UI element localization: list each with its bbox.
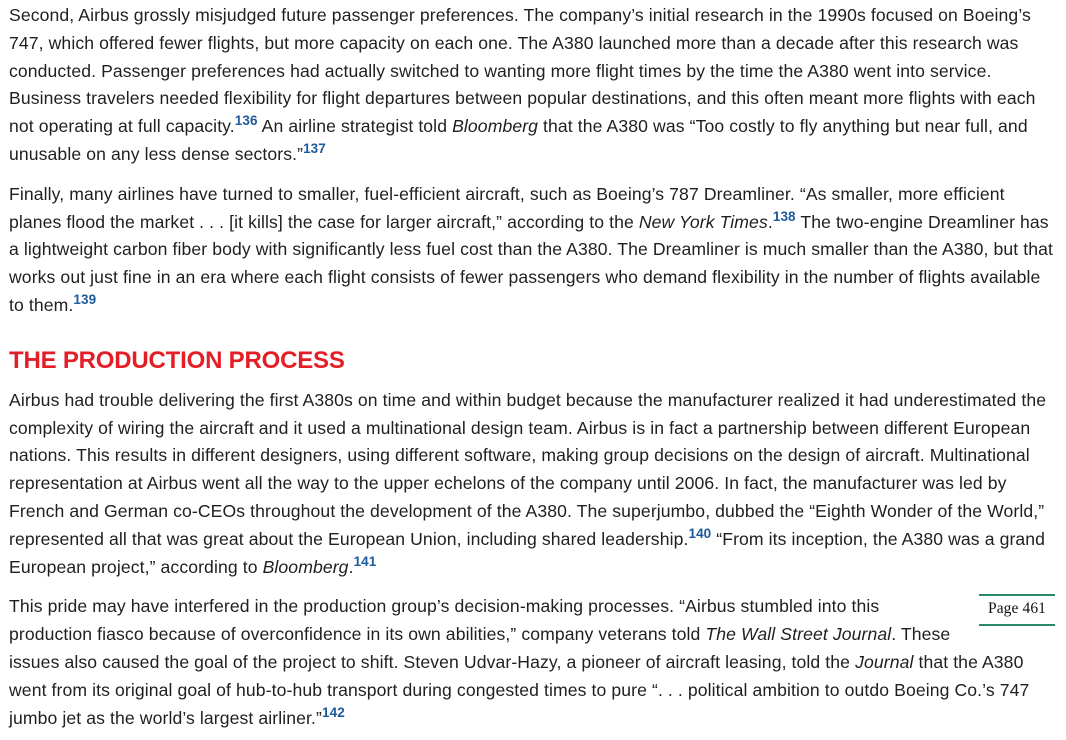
article-body <box>9 2 1059 732</box>
text: Airbus had trouble delivering the first A380s on time and within budget because the manufacturer realized it had underestimated the complexity of wiring the aircraft and it used a multinational design team. Airbus is in fact a partnership between different European nations. This results in different designers, using different software, making group decisions on the design of aircraft. Multinational representation at Airbus went all the way to the upper echelons of the company until 2006. In fact, the manufacturer was led by French and German co-CEOs throughout the development of the A380. The superjumbo, dubbed the “Eighth Wonder of the World,” represented all that was great about the European Union, including shared leadership. <box>9 389 1047 549</box>
page-marker: Page 461 <box>979 594 1055 626</box>
text: “From its inception, the A380 was a grand European project,” according to <box>9 528 1046 577</box>
footnote-ref-139[interactable]: 139 <box>73 291 97 307</box>
footnote-ref-136[interactable]: 136 <box>234 113 258 129</box>
paragraph-passenger-preferences <box>9 2 1059 169</box>
text: . <box>767 211 773 232</box>
footnote-ref-141[interactable]: 141 <box>353 553 377 569</box>
publication-name: Bloomberg <box>452 116 539 137</box>
text: This pride may have interfered in the production group’s decision-making processes. “Airbus stumbled into this production fiasco because of overconfidence in its own abilities,” company veterans told <box>9 596 880 645</box>
publication-name: Bloomberg <box>262 556 349 577</box>
section-heading: THE PRODUCTION PROCESS <box>9 346 345 374</box>
text: Second, Airbus grossly misjudged future passenger preferences. The company’s initial research in the 1990s focused on Boeing’s 747, which offered fewer flights, but more capacity on each one. The A380 launched more than a decade after this research was conducted. Passenger preferences had actually switched to wanting more flight times by the time the A380 went into service. Business travelers needed flexibility for flight departures between popular destinations, and this often meant more flights with each not operating at full capacity. <box>9 5 1036 137</box>
paragraph-pride <box>9 593 1059 732</box>
paragraph-smaller-aircraft <box>9 181 1059 320</box>
publication-name: The Wall Street Journal <box>705 624 892 645</box>
footnote-ref-140[interactable]: 140 <box>688 525 712 541</box>
text: that the A380 was “Too costly to fly anything but near full, and unusable on any less dense sectors.” <box>9 116 1028 164</box>
text: The two-engine Dreamliner has a lightweight carbon fiber body with significantly less fuel cost than the A380. The Dreamliner is much smaller than the A380, but that works out just fine in an era where each flight consists of fewer passengers who demand flexibility in the number of flights available to them. <box>9 211 1053 315</box>
paragraph-production-trouble <box>9 387 1059 582</box>
publication-name: Journal <box>855 651 914 672</box>
text: An airline strategist told <box>257 116 453 137</box>
publication-name: New York Times <box>638 211 768 232</box>
footnote-ref-138[interactable]: 138 <box>772 208 796 224</box>
footnote-ref-142[interactable]: 142 <box>321 704 345 720</box>
text: Finally, many airlines have turned to smaller, fuel-efficient aircraft, such as Boeing’s 787 Dreamliner. “As smaller, more efficient planes flood the market . . . [it kills] the case for larger aircraft,” according to the <box>9 183 1005 232</box>
text: that the A380 went from its original goal of hub-to-hub transport during congested times to pure “. . . political ambition to outdo Boeing Co.’s 747 jumbo jet as the world’s largest airliner.” <box>9 651 1030 728</box>
footnote-ref-137[interactable]: 137 <box>303 140 326 156</box>
text: . These issues also caused the goal of the project to shift. Steven Udvar-Hazy, a pioneer of aircraft leasing, told the <box>9 624 951 672</box>
text: . <box>348 556 354 577</box>
